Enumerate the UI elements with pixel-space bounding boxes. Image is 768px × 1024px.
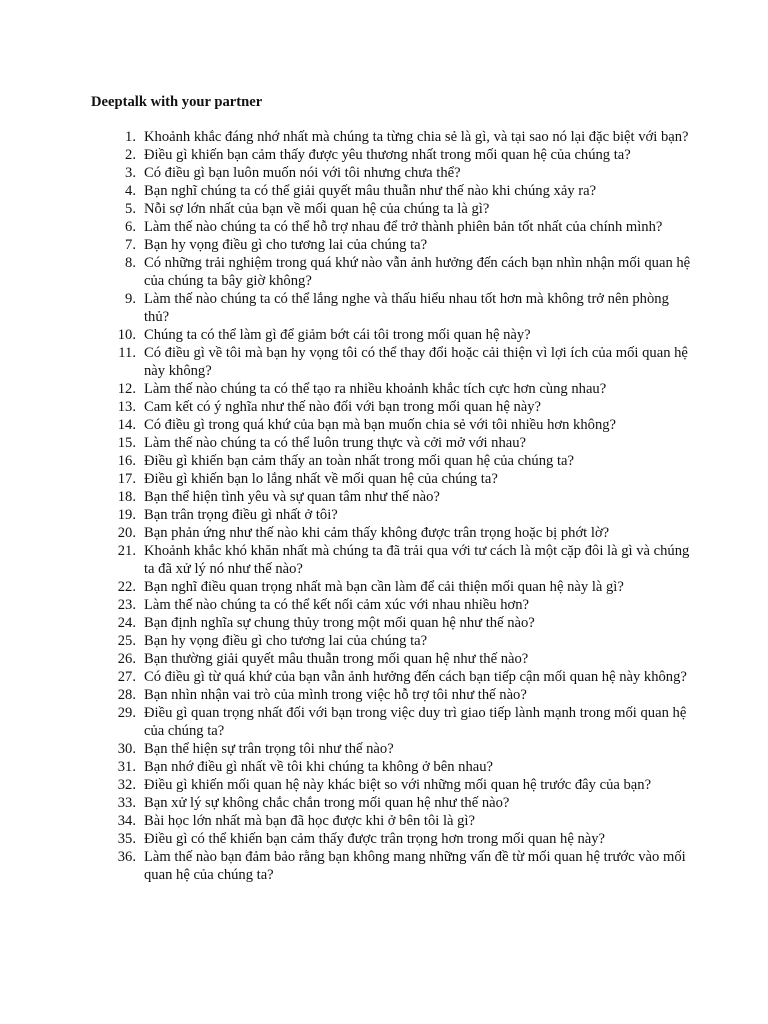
question-text: Điều gì khiến mối quan hệ này khác biệt so với những mối quan hệ trước đây của bạn? xyxy=(144,777,652,793)
question-item xyxy=(91,848,691,884)
question-text: Bài học lớn nhất mà bạn đã học được khi ở bên tôi là gì? xyxy=(144,813,475,829)
question-item xyxy=(91,380,691,398)
question-number: 23. xyxy=(117,597,136,613)
question-text: Bạn thể hiện tình yêu và sự quan tâm như thế nào? xyxy=(144,489,440,505)
question-item xyxy=(91,146,691,164)
question-number: 28. xyxy=(117,687,136,703)
question-number: 3. xyxy=(125,165,136,181)
question-item xyxy=(91,164,691,182)
question-number: 12. xyxy=(117,381,136,397)
question-number: 5. xyxy=(125,201,136,217)
question-item xyxy=(91,326,691,344)
question-number: 22. xyxy=(117,579,136,595)
question-text: Điều gì khiến bạn cảm thấy an toàn nhất trong mối quan hệ của chúng ta? xyxy=(144,453,574,469)
question-item xyxy=(91,812,691,830)
question-text: Khoảnh khắc đáng nhớ nhất mà chúng ta từng chia sẻ là gì, và tại sao nó lại đặc biệt với bạn? xyxy=(144,129,689,145)
question-item xyxy=(91,236,691,254)
question-number: 18. xyxy=(117,489,136,505)
question-text: Có điều gì từ quá khứ của bạn vẫn ảnh hưởng đến cách bạn tiếp cận mối quan hệ này không? xyxy=(144,669,687,685)
question-item xyxy=(91,488,691,506)
question-text: Làm thế nào chúng ta có thể kết nối cảm xúc với nhau nhiều hơn? xyxy=(144,597,530,613)
question-number: 35. xyxy=(117,831,136,847)
question-text: Bạn thể hiện sự trân trọng tôi như thế nào? xyxy=(144,741,394,757)
question-item xyxy=(91,218,691,236)
question-item xyxy=(91,668,691,686)
question-text: Bạn nhớ điều gì nhất về tôi khi chúng ta không ở bên nhau? xyxy=(144,759,493,775)
question-item xyxy=(91,200,691,218)
question-item xyxy=(91,290,691,326)
question-text: Làm thế nào chúng ta có thể hỗ trợ nhau để trở thành phiên bản tốt nhất của chính mình? xyxy=(144,219,663,235)
question-list xyxy=(91,128,691,884)
question-text: Bạn nghĩ chúng ta có thể giải quyết mâu thuẫn như thế nào khi chúng xảy ra? xyxy=(144,183,597,199)
question-item xyxy=(91,542,691,578)
question-item xyxy=(91,740,691,758)
question-text: Bạn định nghĩa sự chung thủy trong một mối quan hệ như thế nào? xyxy=(144,615,535,631)
question-item xyxy=(91,614,691,632)
question-text: Có điều gì bạn luôn muốn nói với tôi nhưng chưa thể? xyxy=(144,165,461,181)
question-number: 26. xyxy=(117,651,136,667)
question-item xyxy=(91,398,691,416)
question-text: Chúng ta có thể làm gì để giảm bớt cái tôi trong mối quan hệ này? xyxy=(144,327,531,343)
question-text: Cam kết có ý nghĩa như thế nào đối với bạn trong mối quan hệ này? xyxy=(144,399,542,415)
question-number: 8. xyxy=(125,255,136,271)
question-item xyxy=(91,830,691,848)
question-item xyxy=(91,686,691,704)
question-text: Bạn hy vọng điều gì cho tương lai của chúng ta? xyxy=(144,633,428,649)
question-text: Điều gì có thể khiến bạn cảm thấy được trân trọng hơn trong mối quan hệ này? xyxy=(144,831,606,847)
question-item xyxy=(91,650,691,668)
question-text: Nỗi sợ lớn nhất của bạn về mối quan hệ của chúng ta là gì? xyxy=(144,201,490,217)
question-text: Bạn xử lý sự không chắc chắn trong mối quan hệ như thế nào? xyxy=(144,795,510,811)
question-text: Có những trải nghiệm trong quá khứ nào vẫn ảnh hưởng đến cách bạn nhìn nhận mối quan hệ của chúng ta bây giờ không? xyxy=(144,255,691,289)
question-item xyxy=(91,524,691,542)
question-item xyxy=(91,452,691,470)
question-number: 1. xyxy=(125,129,136,145)
question-item xyxy=(91,632,691,650)
question-number: 11. xyxy=(118,345,136,361)
question-item xyxy=(91,344,691,380)
question-item xyxy=(91,758,691,776)
question-item xyxy=(91,596,691,614)
document-title: Deeptalk with your partner xyxy=(91,94,263,110)
question-number: 16. xyxy=(117,453,136,469)
question-item xyxy=(91,254,691,290)
question-text: Có điều gì về tôi mà bạn hy vọng tôi có thể thay đổi hoặc cải thiện vì lợi ích của mối quan hệ này không? xyxy=(144,345,688,379)
question-text: Bạn nhìn nhận vai trò của mình trong việc hỗ trợ tôi như thế nào? xyxy=(144,687,527,703)
question-text: Điều gì khiến bạn cảm thấy được yêu thương nhất trong mối quan hệ của chúng ta? xyxy=(144,147,631,163)
question-number: 30. xyxy=(117,741,136,757)
question-item xyxy=(91,704,691,740)
question-number: 33. xyxy=(117,795,136,811)
question-text: Bạn nghĩ điều quan trọng nhất mà bạn cần làm để cải thiện mối quan hệ này là gì? xyxy=(144,579,624,595)
question-text: Bạn thường giải quyết mâu thuẫn trong mối quan hệ như thế nào? xyxy=(144,651,529,667)
question-text: Có điều gì trong quá khứ của bạn mà bạn muốn chia sẻ với tôi nhiều hơn không? xyxy=(144,417,617,433)
question-text: Khoảnh khắc khó khăn nhất mà chúng ta đã trải qua với tư cách là một cặp đôi là gì và chúng ta đã xử lý nó như thế nào? xyxy=(144,543,690,577)
question-number: 10. xyxy=(117,327,136,343)
question-text: Bạn trân trọng điều gì nhất ở tôi? xyxy=(144,507,338,523)
question-item xyxy=(91,794,691,812)
question-number: 14. xyxy=(117,417,136,433)
question-text: Điều gì quan trọng nhất đối với bạn trong việc duy trì giao tiếp lành mạnh trong mối quan hệ của chúng ta? xyxy=(144,705,687,739)
question-number: 4. xyxy=(125,183,136,199)
question-item xyxy=(91,470,691,488)
question-number: 21. xyxy=(117,543,136,559)
question-number: 29. xyxy=(117,705,136,721)
question-item xyxy=(91,182,691,200)
question-number: 25. xyxy=(117,633,136,649)
question-item xyxy=(91,776,691,794)
question-number: 7. xyxy=(125,237,136,253)
question-number: 6. xyxy=(125,219,136,235)
question-text: Bạn hy vọng điều gì cho tương lai của chúng ta? xyxy=(144,237,428,253)
question-number: 27. xyxy=(117,669,136,685)
question-number: 31. xyxy=(117,759,136,775)
question-number: 20. xyxy=(117,525,136,541)
question-text: Làm thế nào chúng ta có thể luôn trung thực và cởi mở với nhau? xyxy=(144,435,527,451)
question-number: 36. xyxy=(117,849,136,865)
question-item xyxy=(91,578,691,596)
question-number: 32. xyxy=(117,777,136,793)
question-text: Làm thế nào chúng ta có thể lắng nghe và thấu hiểu nhau tốt hơn mà không trở nên phòng thủ? xyxy=(144,291,669,325)
question-number: 15. xyxy=(117,435,136,451)
question-number: 2. xyxy=(125,147,136,163)
question-number: 17. xyxy=(117,471,136,487)
question-text: Làm thế nào chúng ta có thể tạo ra nhiều khoảnh khắc tích cực hơn cùng nhau? xyxy=(144,381,607,397)
question-text: Làm thế nào bạn đảm bảo rằng bạn không mang những vấn đề từ mối quan hệ trước vào mối quan hệ của chúng ta? xyxy=(144,849,686,883)
question-text: Bạn phản ứng như thế nào khi cảm thấy không được trân trọng hoặc bị phớt lờ? xyxy=(144,525,610,541)
question-item xyxy=(91,128,691,146)
question-text: Điều gì khiến bạn lo lắng nhất về mối quan hệ của chúng ta? xyxy=(144,471,498,487)
question-number: 34. xyxy=(117,813,136,829)
question-item xyxy=(91,416,691,434)
question-number: 9. xyxy=(125,291,136,307)
question-number: 13. xyxy=(117,399,136,415)
question-number: 19. xyxy=(117,507,136,523)
question-item xyxy=(91,506,691,524)
question-number: 24. xyxy=(117,615,136,631)
question-item xyxy=(91,434,691,452)
